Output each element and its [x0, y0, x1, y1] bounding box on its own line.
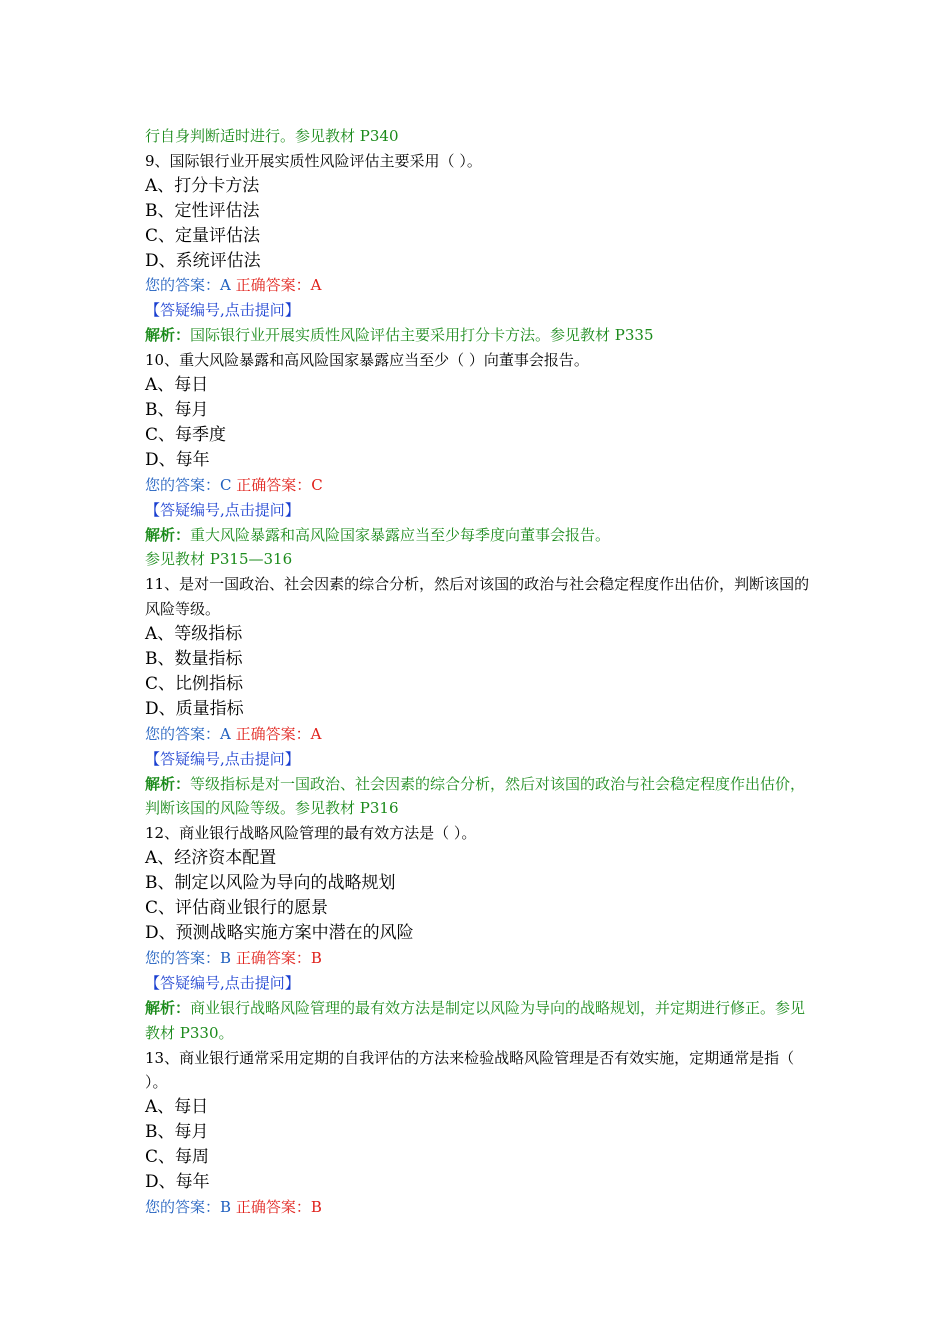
- question-block: [145, 572, 815, 821]
- ask-question-link[interactable]: 【答疑编号,点击提问】: [145, 301, 300, 320]
- option-a[interactable]: A、经济资本配置: [145, 848, 277, 869]
- answer-row: [145, 1195, 815, 1220]
- analysis-text: 重大风险暴露和高风险国家暴露应当至少每季度向董事会报告。: [190, 525, 611, 544]
- option-a[interactable]: A、每日: [145, 1097, 209, 1118]
- correct-answer-value: A: [310, 276, 322, 295]
- analysis-text: 商业银行战略风险管理的最有效方法是制定以风险为导向的战略规划，并定期进行修正。参见教材 P330。: [145, 998, 806, 1042]
- correct-answer-label: 正确答案：: [231, 948, 311, 967]
- answer-row: [145, 722, 815, 747]
- question-stem: 12、商业银行战略风险管理的最有效方法是（ ）。: [145, 824, 477, 843]
- analysis-reference: 参见教材 P315—316: [145, 550, 293, 569]
- analysis-label: 解析：: [145, 774, 191, 793]
- analysis-text: 等级指标是对一国政治、社会因素的综合分析，然后对该国的政治与社会稳定程度作出估价，判断该国的风险等级。参见教材 P316: [145, 774, 806, 818]
- answer-row: [145, 473, 815, 498]
- option-a[interactable]: A、每日: [145, 375, 209, 396]
- option-b[interactable]: B、定性评估法: [145, 200, 260, 221]
- correct-answer-label: 正确答案：: [231, 475, 312, 494]
- question-stem: 9、国际银行业开展实质性风险评估主要采用（ ）。: [145, 151, 482, 170]
- your-answer-value: A: [220, 724, 231, 743]
- analysis-row: [145, 996, 815, 1046]
- question-block: [145, 348, 815, 572]
- option-c[interactable]: C、定量评估法: [145, 225, 261, 246]
- answer-row: [145, 273, 815, 298]
- option-b[interactable]: B、每月: [145, 399, 209, 420]
- analysis-row: [145, 772, 815, 822]
- option-a[interactable]: A、等级指标: [145, 624, 243, 645]
- option-c[interactable]: C、比例指标: [145, 673, 244, 694]
- analysis-label: 解析：: [145, 326, 191, 345]
- your-answer-label: 您的答案：: [145, 1197, 221, 1216]
- your-answer-label: 您的答案：: [145, 724, 221, 743]
- question-stem: 11、是对一国政治、社会因素的综合分析，然后对该国的政治与社会稳定程度作出估价，判断该国的风险等级。: [145, 575, 810, 619]
- your-answer-label: 您的答案：: [145, 948, 221, 967]
- option-d[interactable]: D、预测战略实施方案中潜在的风险: [145, 923, 414, 943]
- question-block: [145, 149, 815, 348]
- question-block: [145, 1046, 815, 1220]
- analysis-row: [145, 323, 815, 348]
- correct-answer-value: C: [311, 475, 323, 494]
- question-stem: 13、商业银行通常采用定期的自我评估的方法来检验战略风险管理是否有效实施，定期通常是指（ ）。: [145, 1048, 795, 1092]
- intro-continuation: 行自身判断适时进行。参见教材 P340: [145, 127, 399, 145]
- correct-answer-value: A: [310, 724, 322, 743]
- option-b[interactable]: B、数量指标: [145, 649, 243, 670]
- ask-question-link[interactable]: 【答疑编号,点击提问】: [145, 500, 300, 519]
- option-d[interactable]: D、每年: [145, 449, 210, 470]
- your-answer-value: C: [220, 475, 232, 494]
- option-a[interactable]: A、打分卡方法: [145, 175, 260, 196]
- option-c[interactable]: C、评估商业银行的愿景: [145, 898, 329, 919]
- option-c[interactable]: C、每周: [145, 1147, 210, 1168]
- correct-answer-value: B: [310, 948, 322, 967]
- your-answer-value: A: [220, 276, 231, 295]
- option-d[interactable]: D、每年: [145, 1172, 210, 1193]
- question-block: [145, 821, 815, 1045]
- analysis-text: 国际银行业开展实质性风险评估主要采用打分卡方法。参见教材 P335: [190, 326, 654, 345]
- option-b[interactable]: B、每月: [145, 1122, 209, 1143]
- your-answer-value: B: [220, 948, 232, 967]
- your-answer-label: 您的答案：: [145, 475, 221, 494]
- your-answer-label: 您的答案：: [145, 276, 221, 295]
- option-d[interactable]: D、系统评估法: [145, 250, 261, 271]
- question-stem: 10、重大风险暴露和高风险国家暴露应当至少（ ）向董事会报告。: [145, 351, 589, 370]
- correct-answer-label: 正确答案：: [231, 1197, 311, 1216]
- option-b[interactable]: B、制定以风险为导向的战略规划: [145, 873, 396, 894]
- analysis-label: 解析：: [145, 525, 191, 544]
- answer-row: [145, 946, 815, 971]
- analysis-row: [145, 523, 815, 548]
- analysis-label: 解析：: [145, 998, 191, 1017]
- correct-answer-label: 正确答案：: [230, 724, 311, 743]
- your-answer-value: B: [220, 1197, 232, 1216]
- correct-answer-value: B: [310, 1197, 322, 1216]
- correct-answer-label: 正确答案：: [230, 276, 311, 295]
- option-c[interactable]: C、每季度: [145, 424, 227, 445]
- ask-question-link[interactable]: 【答疑编号,点击提问】: [145, 749, 300, 768]
- ask-question-link[interactable]: 【答疑编号,点击提问】: [145, 973, 300, 992]
- option-d[interactable]: D、质量指标: [145, 698, 244, 719]
- document-page: [145, 124, 815, 1220]
